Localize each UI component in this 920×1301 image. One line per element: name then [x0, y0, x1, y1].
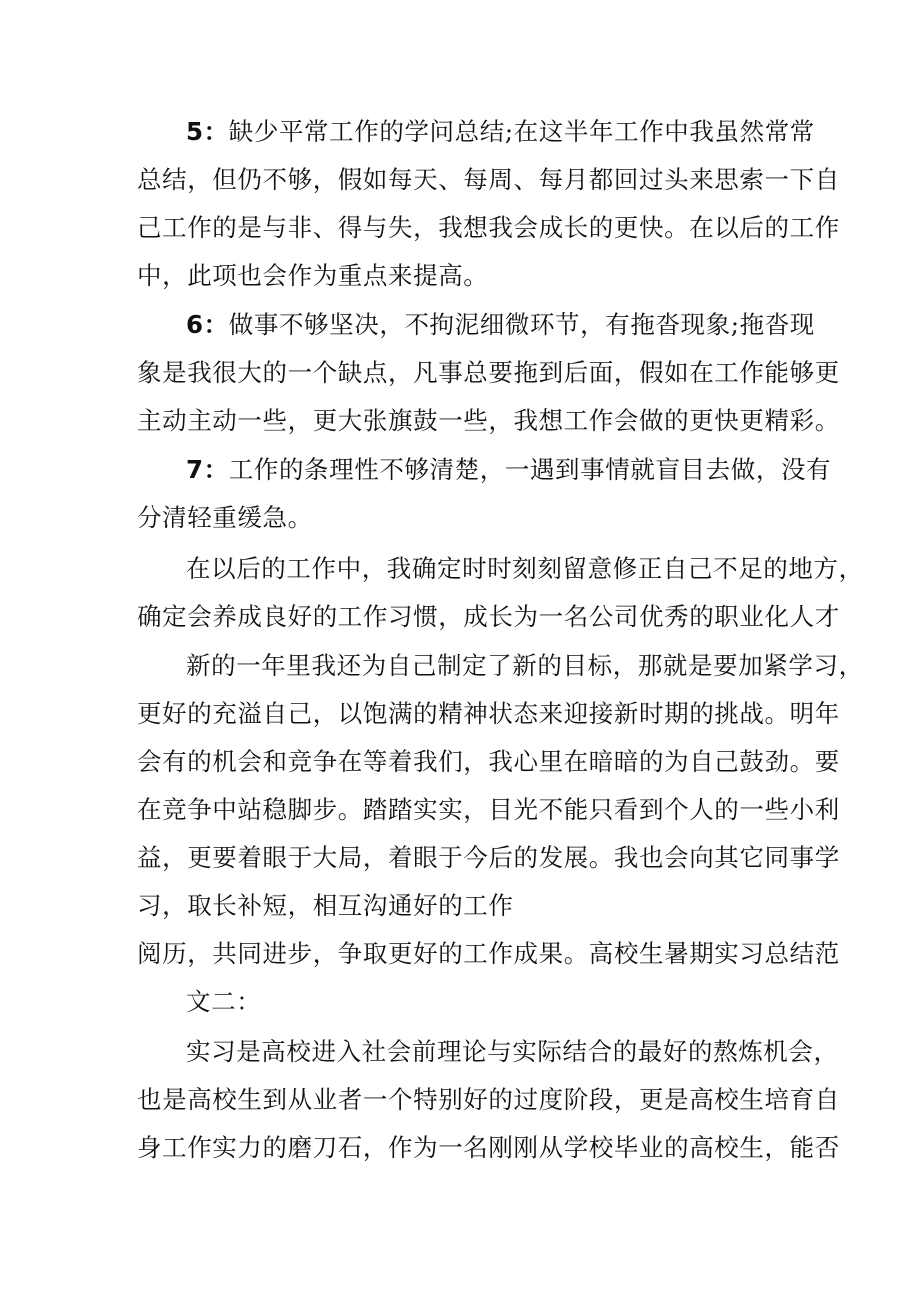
line-text: 工作的条理性不够清楚，一遇到事情就盲目去做，没有	[228, 455, 832, 484]
paragraph-line: 实习是高校进入社会前理论与实际结合的最好的熬炼机会，	[186, 1037, 839, 1066]
paragraph-line	[186, 453, 832, 487]
paragraph-line: 中，此项也会作为重点来提高。	[137, 261, 489, 290]
paragraph-line: 阅历，共同进步，争取更好的工作成果。高校生暑期实习总结范	[137, 939, 840, 968]
paragraph-line: 习，取长补短，相互沟通好的工作	[137, 891, 514, 920]
paragraph-line: 益，更要着眼于大局，着眼于今后的发展。我也会向其它同事学	[137, 843, 840, 872]
paragraph-line: 象是我很大的一个缺点，凡事总要拖到后面，假如在工作能够更	[137, 358, 840, 387]
paragraph-line: 己工作的是与非、得与失，我想我会成长的更快。在以后的工作	[137, 213, 840, 242]
paragraph-line: 新的一年里我还为自己制定了新的目标，那就是要加紧学习，	[186, 651, 864, 680]
item-number: 6：	[186, 310, 229, 339]
paragraph-line: 更好的充溢自己，以饱满的精神状态来迎接新时期的挑战。明年	[137, 699, 840, 728]
item-number: 7：	[186, 455, 229, 484]
item-number: 5：	[186, 117, 229, 146]
paragraph-line: 总结，但仍不够，假如每天、每周、每月都回过头来思索一下自	[137, 165, 840, 194]
paragraph-line: 会有的机会和竞争在等着我们，我心里在暗暗的为自己鼓劲。要	[137, 747, 840, 776]
paragraph-line: 身工作实力的磨刀石，作为一名刚刚从学校毕业的高校生，能否	[137, 1133, 840, 1162]
line-text: 做事不够坚决，不拘泥细微环节，有拖沓现象;拖沓现	[228, 310, 815, 339]
paragraph-line	[186, 115, 815, 149]
line-text: 缺少平常工作的学问总结;在这半年工作中我虽然常常	[228, 117, 815, 146]
paragraph-line: 主动主动一些，更大张旗鼓一些，我想工作会做的更快更精彩。	[137, 406, 840, 435]
paragraph-line: 在竞争中站稳脚步。踏踏实实，目光不能只看到个人的一些小利	[137, 795, 840, 824]
paragraph-line: 在以后的工作中，我确定时时刻刻留意修正自己不足的地方，	[186, 554, 864, 583]
paragraph-line	[186, 308, 815, 342]
paragraph-line: 确定会养成良好的工作习惯，成长为一名公司优秀的职业化人才	[137, 602, 840, 631]
paragraph-line: 文二：	[186, 987, 262, 1016]
paragraph-line: 也是高校生到从业者一个特别好的过度阶段，更是高校生培育自	[137, 1085, 840, 1114]
paragraph-line: 分清轻重缓急。	[137, 503, 313, 532]
